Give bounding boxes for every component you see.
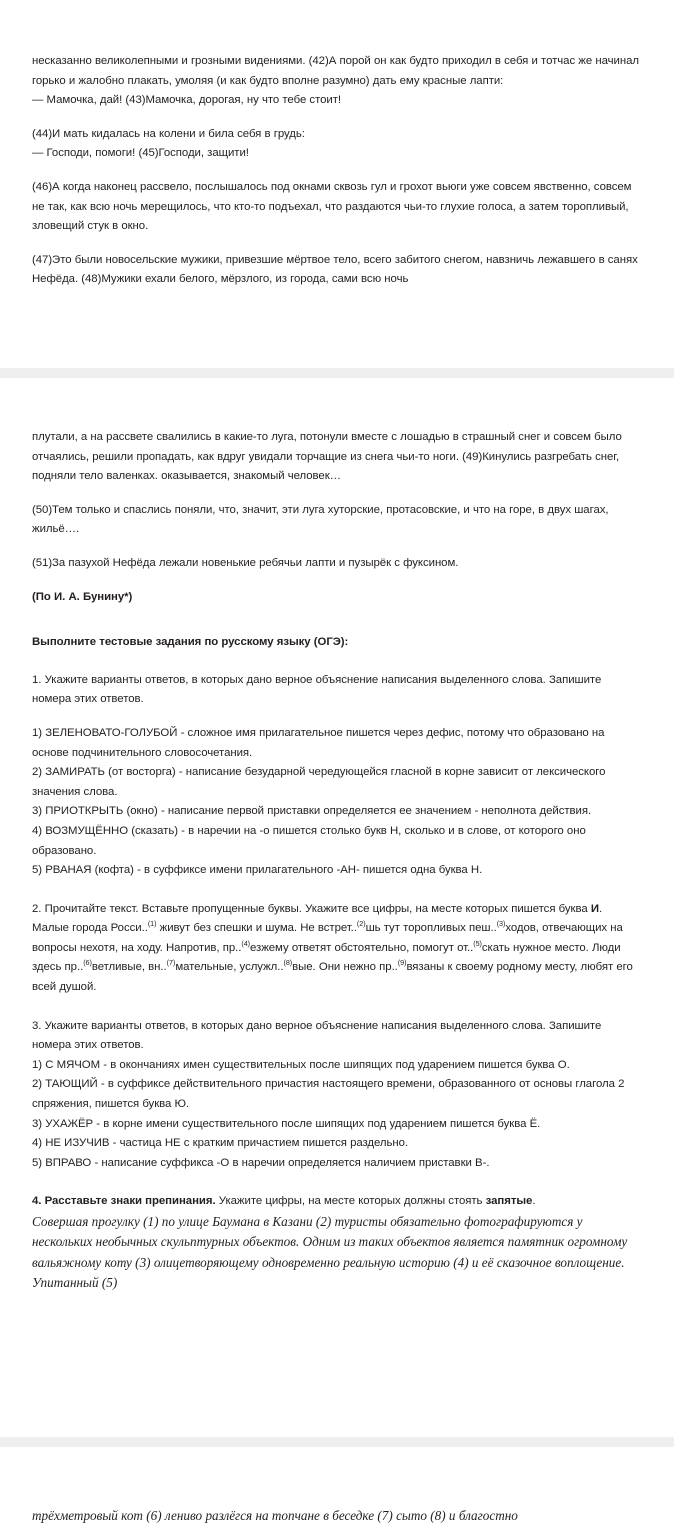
task-2-sup-6: (6) (83, 958, 92, 968)
task-2-sup-2: (2) (356, 919, 366, 929)
task-1-option-3: 3) ПРИОТКРЫТЬ (окно) - написание первой приставки определяется ее значением - неполнота действия. (32, 805, 592, 818)
task-2-text (32, 919, 642, 997)
task-2-sup-7: (7) (166, 958, 176, 968)
tasks-heading: Выполните тестовые задания по русскому языку (ОГЭ): (32, 636, 349, 649)
story-paragraph-49: плутали, а на рассвете свалились в какие-то луга, потонули вместе с лошадью в страшный снег и совсем было отчаялись, решили пропадать, как вдруг увидали торчащие из снега чьи-то ноги. (49)Кинулись разгребать снег, подняли тело валенках. оказывается, знакомый человек… (32, 431, 622, 483)
task-2-seg-5: скать нужное место. Люди здесь пр.. (32, 941, 621, 974)
task-2-prompt (32, 900, 642, 920)
task-3-option-5: 5) ВПРАВО - написание суффикса -О в наречии определяется наличием приставки В-. (32, 1156, 490, 1169)
task-2-prompt-tail: . (598, 902, 603, 915)
story-paragraph-45: — Господи, помоги! (45)Господи, защити! (32, 147, 249, 160)
document-page-3 (0, 1447, 674, 1536)
task-4-prompt-end: . (532, 1195, 536, 1208)
task-2-prompt-lead: 2. Прочитайте текст. Вставьте пропущенные буквы. Укажите все цифры, на месте которых пишется буква (32, 902, 591, 915)
task-2-sup-5: (5) (473, 939, 482, 949)
task-2-seg-2: шь тут торопливых пеш.. (365, 922, 497, 935)
task-3-option-3: 3) УХАЖЁР - в корне имени существительного после шипящих под ударением пишется буква Ё. (32, 1117, 541, 1130)
task-1-option-2: 2) ЗАМИРАТЬ (от восторга) - написание безударной чередующейся гласной в корне зависит от лексического значения слова. (32, 766, 606, 798)
task-2-seg-1: живут без спешки и шума. Не встрет.. (156, 922, 357, 935)
task-2-seg-8: вые. Они нежно пр.. (292, 961, 398, 974)
task-1-prompt: 1. Укажите варианты ответов, в которых дано верное объяснение написания выделенного слова. Запишите номера этих ответов. (32, 673, 602, 706)
task-1-option-5: 5) РВАНАЯ (кофта) - в суффиксе имени прилагательного -АН- пишется одна буква Н. (32, 864, 483, 877)
task-2-sup-1: (1) (147, 919, 157, 929)
task-4-italic-text: Совершая прогулку (1) по улице Баумана в Казани (2) туристы обязательно фотографируются у нескольких необычных скульптурных объектов. Одним из таких объектов является памятник огромному вальяжному коту (3) олицетворяющему одновременно реальную историю (4) и её сказочное воплощение. Упитанный (5) (32, 1214, 628, 1291)
task-3-option-1: 1) С МЯЧОМ - в окончаниях имен существительных после шипящих под ударением пишется буква О. (32, 1058, 570, 1071)
page-separator-1 (0, 368, 674, 378)
task-2-seg-6: ветливые, вн.. (91, 961, 167, 974)
task-2-sup-9: (9) (397, 958, 407, 968)
task-2-prompt-letter: И (590, 902, 599, 915)
task-4-prompt (32, 1192, 642, 1212)
document-page-2 (0, 378, 674, 1437)
story-paragraph-51: (51)За пазухой Нефёда лежали новенькие ребячьи лапти и пузырёк с фуксином. (32, 556, 459, 569)
task-2-seg-3: ходов, отвечающих на вопросы нехотя, на ходу. Напротив, пр.. (32, 922, 623, 954)
task-2-sup-8: (8) (283, 958, 293, 968)
task-3-option-4: 4) НЕ ИЗУЧИВ - частица НЕ с кратким причастием пишется раздельно. (32, 1137, 409, 1150)
story-paragraph-43: — Мамочка, дай! (43)Мамочка, дорогая, ну что тебе стоит! (32, 94, 342, 107)
page-separator-2 (0, 1437, 674, 1447)
story-paragraph-47: (47)Это были новосельские мужики, привезшие мёртвое тело, всего забитого снегом, навзничь лежавшего в санях Нефёда. (48)Мужики ехали белого, мёрзлого, из города, сами всю ночь (32, 253, 638, 286)
task-2-seg-9: вязаны к своему родному месту, любят его всей душой. (32, 961, 633, 994)
story-paragraph-44: (44)И мать кидалась на колени и била себя в грудь: (32, 127, 305, 140)
task-3-option-2: 2) ТАЮЩИЙ - в суффиксе действительного причастия настоящего времени, образованного от основы глагола 2 спряжения, пишется буква Ю. (32, 1078, 625, 1111)
task-2-seg-7: мательные, услужл.. (175, 961, 284, 974)
task-1-option-4: 4) ВОЗМУЩЁННО (сказать) - в наречии на -о пишется столько букв Н, сколько и в слове, от которого оно образовано. (32, 824, 586, 857)
task-4-prompt-middle: Укажите цифры, на месте которых должны стоять (215, 1195, 486, 1208)
task-2-seg-4: езжему ответят обстоятельно, помогут от.. (250, 941, 474, 954)
task-4-prompt-bold-lead: 4. Расставьте знаки препинания. (32, 1195, 216, 1208)
task-1-option-1: 1) ЗЕЛЕНОВАТО-ГОЛУБОЙ - сложное имя прилагательное пишется через дефис, потому что образовано на основе подчинительного словосочетания. (32, 726, 605, 759)
story-paragraph-46: (46)А когда наконец рассвело, послышалось под окнами сквозь гул и грохот вьюги уже совсем явственно, совсем не так, как всю ночь мерещилось, что кто-то подъехал, что раздаются чьи-то глухие голоса, а затем торопливый, зловещий стук в окно. (32, 180, 632, 233)
task-4-prompt-bold-keyword: запятые (485, 1195, 533, 1208)
task-2-seg-0: Малые города Росси.. (32, 922, 148, 935)
story-paragraph-50: (50)Тем только и спаслись поняли, что, значит, эти луга хуторские, протасовские, и что на горе, в двух шагах, жильё…. (32, 503, 609, 536)
task-3-prompt: 3. Укажите варианты ответов, в которых дано верное объяснение написания выделенного слова. Запишите номера этих ответов. (32, 1019, 602, 1052)
document-page-1 (0, 0, 674, 368)
task-2-sup-3: (3) (496, 919, 506, 929)
task-4-italic-continuation: трёхметровый кот (6) лениво разлёгся на топчане в беседке (7) сыто (8) и благостно (32, 1508, 518, 1523)
story-paragraph-42: несказанно великолепными и грозными видениями. (42)А порой он как будто приходил в себя и тотчас же начинал горько и жалобно плакать, умоляя (и как будто вполне разумно) дать ему красные лапти: (32, 55, 639, 87)
task-2-sup-4: (4) (241, 939, 250, 949)
author-attribution: (По И. А. Бунину*) (32, 590, 133, 603)
